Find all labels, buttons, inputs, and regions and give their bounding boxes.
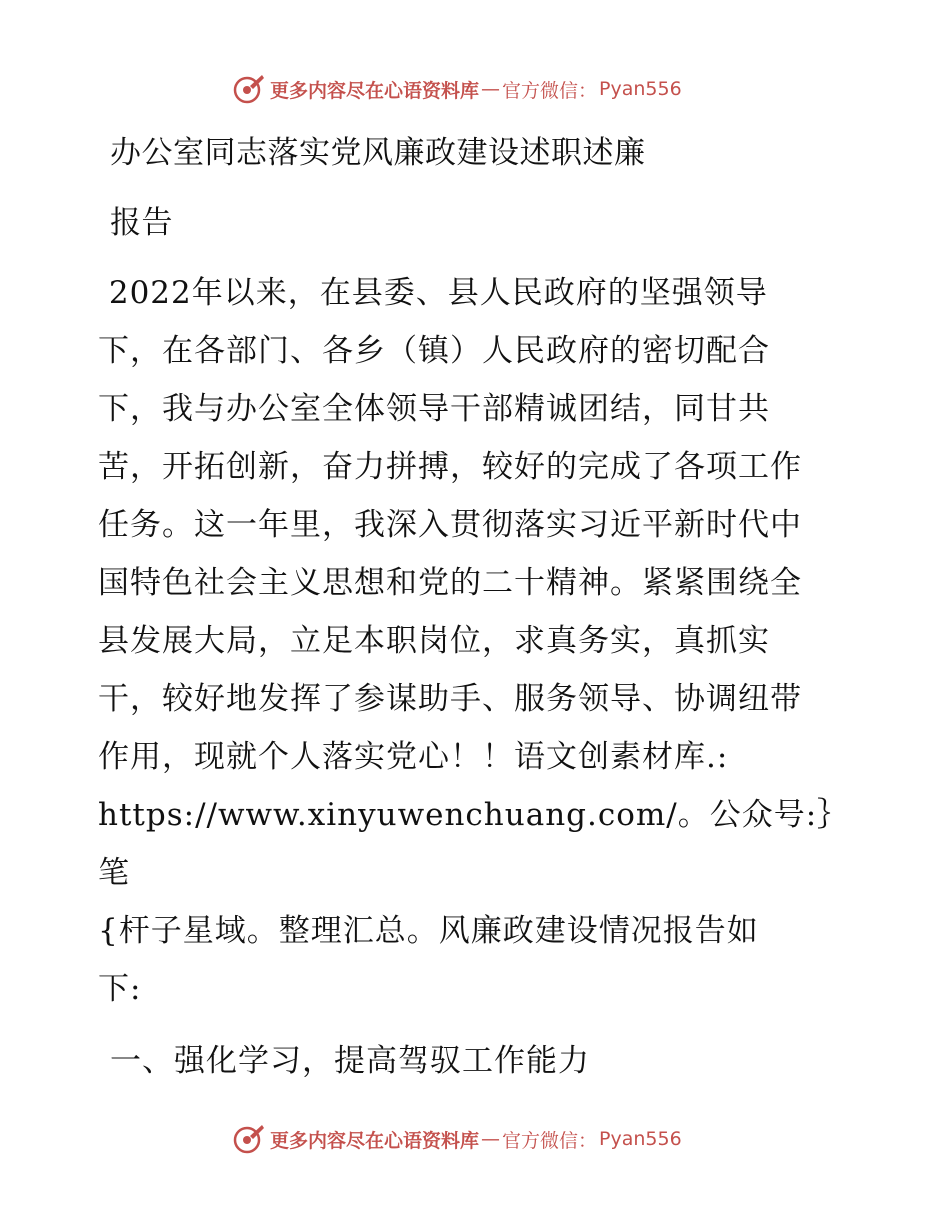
watermark-wechat-id: Pyan556 xyxy=(599,78,682,100)
body-line-3: 下，我与办公室全体领导干部精诚团结，同甘共 xyxy=(98,391,770,427)
body-line-12: 下: xyxy=(98,971,142,1007)
watermark-wechat-label: 官方微信： xyxy=(502,79,598,102)
watermark-wechat-id: Pyan556 xyxy=(599,1128,682,1150)
body-line-2: 下，在各部门、各乡（镇）人民政府的密切配合 xyxy=(98,333,770,369)
document-title-line-1: 办公室同志落实党风廉政建设述职述廉 xyxy=(110,135,646,171)
watermark-dash: — xyxy=(481,1128,501,1150)
body-line-1: 2022年以来，在县委、县人民政府的坚强领导 xyxy=(98,275,768,311)
body-line-11: {杆子星域。整理汇总。风廉政建设情况报告如 xyxy=(98,913,759,949)
body-line-9: 作用，现就个人落实党心！！语文创素材库.: xyxy=(98,739,729,775)
section-heading: 一、强化学习，提高驾驭工作能力 xyxy=(110,1043,590,1079)
body-line-10: https://www.xinyuwenchuang.com/。公众号:｝笔 xyxy=(98,797,850,891)
watermark-text: 更多内容尽在心语资料库 xyxy=(270,1129,480,1152)
watermark-footer xyxy=(232,1122,682,1156)
body-paragraph xyxy=(98,264,858,1018)
document-body xyxy=(98,118,858,1090)
pen-circle-logo-icon xyxy=(232,1122,266,1156)
body-line-5: 任务。这一年里，我深入贯彻落实习近平新时代中 xyxy=(98,507,802,543)
body-line-8: 干，较好地发挥了参谋助手、服务领导、协调纽带 xyxy=(98,681,802,717)
pen-circle-logo-icon xyxy=(232,72,266,106)
watermark-wechat-label: 官方微信： xyxy=(502,1129,598,1152)
body-line-7: 县发展大局，立足本职岗位，求真务实，真抓实 xyxy=(98,623,770,659)
body-line-4: 苦，开拓创新，奋力拼搏，较好的完成了各项工作 xyxy=(98,449,802,485)
watermark-header xyxy=(232,72,682,106)
watermark-dash: — xyxy=(481,78,501,100)
body-line-6: 国特色社会主义思想和党的二十精神。紧紧围绕全 xyxy=(98,565,802,601)
watermark-text: 更多内容尽在心语资料库 xyxy=(270,79,480,102)
document-title-line-2: 报告 xyxy=(110,205,173,241)
